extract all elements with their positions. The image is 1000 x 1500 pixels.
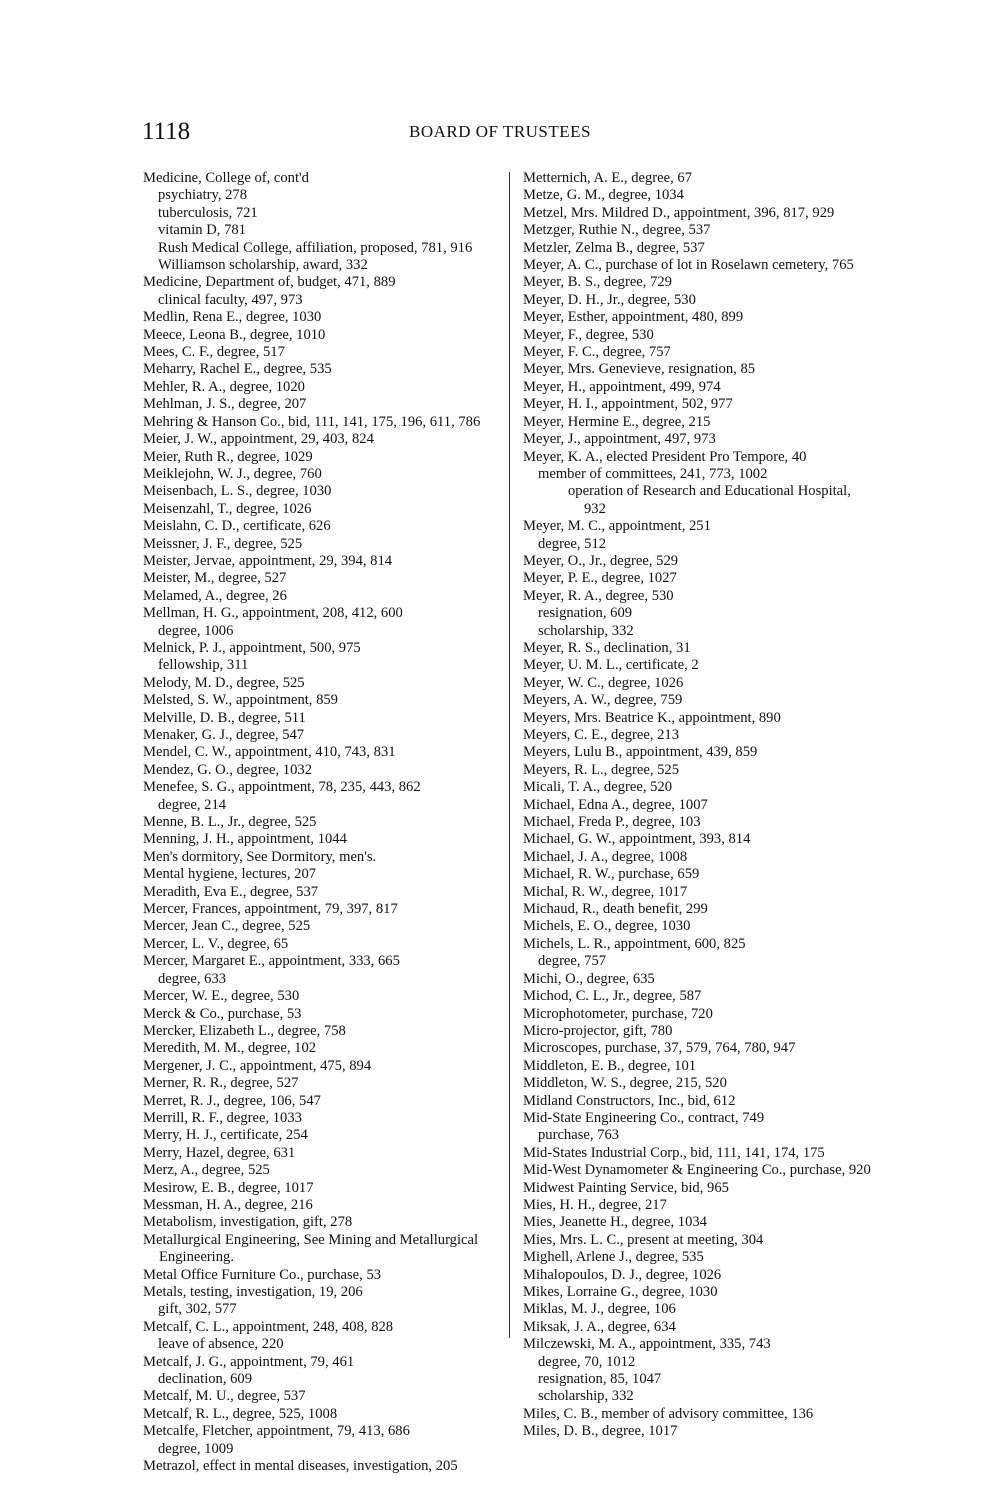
index-entry: Metzler, Zelma B., degree, 537 — [523, 239, 705, 256]
index-entry: Metcalfe, Fletcher, appointment, 79, 413, 686 — [143, 1423, 410, 1440]
index-entry: Menning, J. H., appointment, 1044 — [143, 831, 347, 848]
index-entry: Melamed, A., degree, 26 — [143, 587, 287, 604]
index-entry: Medlin, Rena E., degree, 1030 — [143, 309, 322, 326]
index-entry: Meece, Leona B., degree, 1010 — [143, 326, 326, 343]
index-entry: Menefee, S. G., appointment, 78, 235, 443, 862 — [143, 779, 421, 796]
index-entry: Mercer, Jean C., degree, 525 — [143, 918, 311, 935]
index-entry: Mercer, Frances, appointment, 79, 397, 817 — [143, 901, 398, 918]
index-entry: Mehring & Hanson Co., bid, 111, 141, 175, 196, 611, 786 — [143, 413, 481, 430]
index-entry: Miklas, M. J., degree, 106 — [523, 1301, 676, 1318]
index-entry: Medicine, College of, cont'd — [143, 170, 309, 186]
index-entry: purchase, 763 — [538, 1127, 620, 1144]
index-entry: Mercer, Margaret E., appointment, 333, 665 — [143, 953, 400, 970]
index-entry: scholarship, 332 — [538, 1388, 634, 1405]
index-entry: Michels, E. O., degree, 1030 — [523, 918, 691, 935]
index-entry: vitamin D, 781 — [158, 222, 246, 239]
index-entry: Mies, Jeanette H., degree, 1034 — [523, 1214, 707, 1231]
index-entry: Mellman, H. G., appointment, 208, 412, 600 — [143, 605, 403, 622]
index-entry: clinical faculty, 497, 973 — [158, 291, 303, 308]
index-entry: Michels, L. R., appointment, 600, 825 — [523, 935, 746, 952]
index-entry: Midwest Painting Service, bid, 965 — [523, 1179, 729, 1196]
index-entry: Miles, C. B., member of advisory committee, 136 — [523, 1405, 814, 1422]
index-entry: Metabolism, investigation, gift, 278 — [143, 1214, 353, 1231]
index-entry: Meyer, A. C., purchase of lot in Roselawn cemetery, 765 — [523, 257, 854, 274]
index-entry: resignation, 85, 1047 — [538, 1371, 662, 1388]
index-entry: Mid-States Industrial Corp., bid, 111, 141, 174, 175 — [523, 1144, 825, 1161]
index-column-right — [523, 170, 873, 1441]
index-entry: Mercer, W. E., degree, 530 — [143, 988, 300, 1005]
index-entry: Mergener, J. C., appointment, 475, 894 — [143, 1057, 372, 1074]
index-entry: declination, 609 — [158, 1371, 253, 1388]
index-entry: Medicine, Department of, budget, 471, 889 — [143, 274, 396, 291]
index-entry: tuberculosis, 721 — [158, 204, 258, 221]
index-entry: Messman, H. A., degree, 216 — [143, 1196, 313, 1213]
index-entry: Metallurgical Engineering, See Mining and Metallurgical Engineering. — [143, 1231, 479, 1266]
index-entry: gift, 302, 577 — [158, 1301, 237, 1318]
index-entry: Metals, testing, investigation, 19, 206 — [143, 1284, 363, 1300]
index-entry: Meisenbach, L. S., degree, 1030 — [143, 483, 332, 500]
index-entry: resignation, 609 — [538, 605, 633, 622]
index-entry: Meissner, J. F., degree, 525 — [143, 535, 303, 552]
index-entry: Michod, C. L., Jr., degree, 587 — [523, 988, 702, 1005]
index-entry: member of committees, 241, 773, 1002 — [538, 465, 768, 482]
page-number: 1118 — [142, 118, 191, 145]
index-entry: Meredith, M. M., degree, 102 — [143, 1040, 317, 1057]
index-entry: Miksak, J. A., degree, 634 — [523, 1318, 676, 1335]
index-entry: psychiatry, 278 — [158, 187, 248, 204]
index-entry: Mid-State Engineering Co., contract, 749 — [523, 1109, 765, 1126]
index-entry: Menne, B. L., Jr., degree, 525 — [143, 814, 317, 831]
index-entry: Meyer, D. H., Jr., degree, 530 — [523, 291, 696, 308]
index-entry: Mies, H. H., degree, 217 — [523, 1196, 667, 1213]
index-entry: Metternich, A. E., degree, 67 — [523, 170, 692, 186]
index-entry: Meyer, Esther, appointment, 480, 899 — [523, 309, 744, 326]
index-entry: fellowship, 311 — [158, 657, 249, 674]
index-entry: Merner, R. R., degree, 527 — [143, 1075, 299, 1092]
index-entry: Meharry, Rachel E., degree, 535 — [143, 361, 332, 378]
index-entry: Meyer, P. E., degree, 1027 — [523, 570, 677, 587]
index-entry: Middleton, E. B., degree, 101 — [523, 1057, 697, 1074]
index-entry: Meyers, Lulu B., appointment, 439, 859 — [523, 744, 758, 761]
index-entry: Meyers, A. W., degree, 759 — [523, 692, 683, 709]
index-entry: Michael, G. W., appointment, 393, 814 — [523, 831, 751, 848]
index-entry: Meyer, R. S., declination, 31 — [523, 639, 691, 656]
index-entry: Menaker, G. J., degree, 547 — [143, 727, 305, 743]
index-entry: Miles, D. B., degree, 1017 — [523, 1423, 678, 1440]
index-entry: Melsted, S. W., appointment, 859 — [143, 692, 338, 709]
index-entry: Mikes, Lorraine G., degree, 1030 — [523, 1284, 718, 1300]
index-entry: Mees, C. F., degree, 517 — [143, 344, 285, 361]
index-entry: Meyer, F., degree, 530 — [523, 326, 654, 343]
index-entry: Melody, M. D., degree, 525 — [143, 674, 305, 691]
index-entry: Mesirow, E. B., degree, 1017 — [143, 1179, 314, 1196]
index-entry: Michael, J. A., degree, 1008 — [523, 848, 688, 865]
index-entry: Merrill, R. F., degree, 1033 — [143, 1109, 302, 1126]
index-entry: Meradith, Eva E., degree, 537 — [143, 883, 319, 900]
index-entry: Meiklejohn, W. J., degree, 760 — [143, 465, 322, 482]
index-entry: operation of Research and Educational Hospital, 932 — [568, 483, 851, 517]
index-entry: Metcalf, M. U., degree, 537 — [143, 1388, 306, 1405]
index-entry: Middleton, W. S., degree, 215, 520 — [523, 1075, 727, 1092]
index-entry: Meyers, R. L., degree, 525 — [523, 761, 680, 778]
index-entry: Meyer, F. C., degree, 757 — [523, 344, 671, 361]
index-entry: Meyer, W. C., degree, 1026 — [523, 674, 684, 691]
index-entry: Meyers, Mrs. Beatrice K., appointment, 890 — [523, 709, 781, 726]
index-entry: Mies, Mrs. L. C., present at meeting, 304 — [523, 1231, 764, 1248]
index-entry: Merck & Co., purchase, 53 — [143, 1005, 302, 1022]
index-entry: Metze, G. M., degree, 1034 — [523, 187, 684, 204]
index-entry: Melnick, P. J., appointment, 500, 975 — [143, 639, 361, 656]
index-entry: Meister, Jervae, appointment, 29, 394, 814 — [143, 552, 393, 569]
index-entry: Meister, M., degree, 527 — [143, 570, 287, 587]
index-entry: Microphotometer, purchase, 720 — [523, 1005, 713, 1022]
index-entry: Mental hygiene, lectures, 207 — [143, 866, 317, 883]
index-entry: Meyer, Hermine E., degree, 215 — [523, 413, 711, 430]
index-column-left — [143, 170, 495, 1475]
index-entry: Meislahn, C. D., certificate, 626 — [143, 518, 331, 535]
index-entry: Meier, Ruth R., degree, 1029 — [143, 448, 313, 465]
index-entry: Mehlman, J. S., degree, 207 — [143, 396, 307, 413]
index-entry: Metzel, Mrs. Mildred D., appointment, 396, 817, 929 — [523, 204, 835, 221]
index-entry: Michael, Edna A., degree, 1007 — [523, 796, 708, 813]
index-entry: degree, 70, 1012 — [538, 1353, 636, 1370]
index-entry: Meyer, U. M. L., certificate, 2 — [523, 657, 699, 674]
index-entry: degree, 633 — [158, 970, 227, 987]
index-entry: Mighell, Arlene J., degree, 535 — [523, 1249, 704, 1266]
running-head: BOARD OF TRUSTEES — [409, 122, 591, 141]
index-entry: Meyer, K. A., elected President Pro Tempore, 40 — [523, 448, 807, 465]
index-entry: Meyers, C. E., degree, 213 — [523, 727, 680, 743]
index-entry: Metrazol, effect in mental diseases, investigation, 205 — [143, 1458, 458, 1475]
index-entry: Michael, Freda P., degree, 103 — [523, 814, 701, 831]
index-entry: Mercker, Elizabeth L., degree, 758 — [143, 1022, 346, 1039]
index-entry: Mehler, R. A., degree, 1020 — [143, 378, 305, 395]
index-entry: Merz, A., degree, 525 — [143, 1162, 270, 1179]
index-entry: Metcalf, J. G., appointment, 79, 461 — [143, 1353, 355, 1370]
index-entry: Williamson scholarship, award, 332 — [158, 257, 368, 274]
index-entry: Micro-projector, gift, 780 — [523, 1022, 673, 1039]
index-entry: degree, 757 — [538, 953, 607, 970]
index-entry: degree, 214 — [158, 796, 227, 813]
index-entry: Melville, D. B., degree, 511 — [143, 709, 306, 726]
index-entry: Mercer, L. V., degree, 65 — [143, 935, 289, 952]
index-entry: Milczewski, M. A., appointment, 335, 743 — [523, 1336, 771, 1353]
index-entry: Merry, H. J., certificate, 254 — [143, 1127, 308, 1144]
index-entry: Mihalopoulos, D. J., degree, 1026 — [523, 1266, 722, 1283]
index-entry: Meyer, H. I., appointment, 502, 977 — [523, 396, 733, 413]
index-entry: Micali, T. A., degree, 520 — [523, 779, 673, 796]
index-entry: Michaud, R., death benefit, 299 — [523, 901, 708, 918]
index-entry: Meyer, H., appointment, 499, 974 — [523, 378, 721, 395]
index-entry: Microscopes, purchase, 37, 579, 764, 780, 947 — [523, 1040, 796, 1057]
index-entry: Meyer, R. A., degree, 530 — [523, 587, 674, 604]
index-entry: degree, 1006 — [158, 622, 234, 639]
index-entry: leave of absence, 220 — [158, 1336, 284, 1353]
index-entry: Mid-West Dynamometer & Engineering Co., purchase, 920 — [523, 1162, 871, 1179]
column-divider — [509, 172, 510, 1338]
index-entry: Merret, R. J., degree, 106, 547 — [143, 1092, 321, 1109]
index-entry: Metcalf, R. L., degree, 525, 1008 — [143, 1405, 338, 1422]
index-entry: Meisenzahl, T., degree, 1026 — [143, 500, 312, 517]
index-entry: Meyer, Mrs. Genevieve, resignation, 85 — [523, 361, 756, 378]
index-entry: Meier, J. W., appointment, 29, 403, 824 — [143, 431, 374, 448]
index-entry: Midland Constructors, Inc., bid, 612 — [523, 1092, 736, 1109]
index-entry: degree, 512 — [538, 535, 607, 552]
index-entry: Michael, R. W., purchase, 659 — [523, 866, 700, 883]
index-entry: Metcalf, C. L., appointment, 248, 408, 828 — [143, 1318, 394, 1335]
index-entry: Metal Office Furniture Co., purchase, 53 — [143, 1266, 382, 1283]
index-entry: Meyer, O., Jr., degree, 529 — [523, 552, 679, 569]
index-entry: Meyer, M. C., appointment, 251 — [523, 518, 711, 535]
index-entry: Mendez, G. O., degree, 1032 — [143, 761, 312, 778]
index-entry: scholarship, 332 — [538, 622, 634, 639]
index-entry: Michi, O., degree, 635 — [523, 970, 655, 987]
index-entry: Michal, R. W., degree, 1017 — [523, 883, 688, 900]
index-entry: Mendel, C. W., appointment, 410, 743, 831 — [143, 744, 396, 761]
index-entry: Meyer, J., appointment, 497, 973 — [523, 431, 716, 448]
index-entry: Metzger, Ruthie N., degree, 537 — [523, 222, 711, 239]
index-entry: Meyer, B. S., degree, 729 — [523, 274, 672, 291]
index-entry: Rush Medical College, affiliation, proposed, 781, 916 — [158, 239, 473, 256]
index-entry: degree, 1009 — [158, 1440, 234, 1457]
index-entry: Men's dormitory, See Dormitory, men's. — [143, 848, 377, 865]
index-entry: Merry, Hazel, degree, 631 — [143, 1144, 296, 1161]
